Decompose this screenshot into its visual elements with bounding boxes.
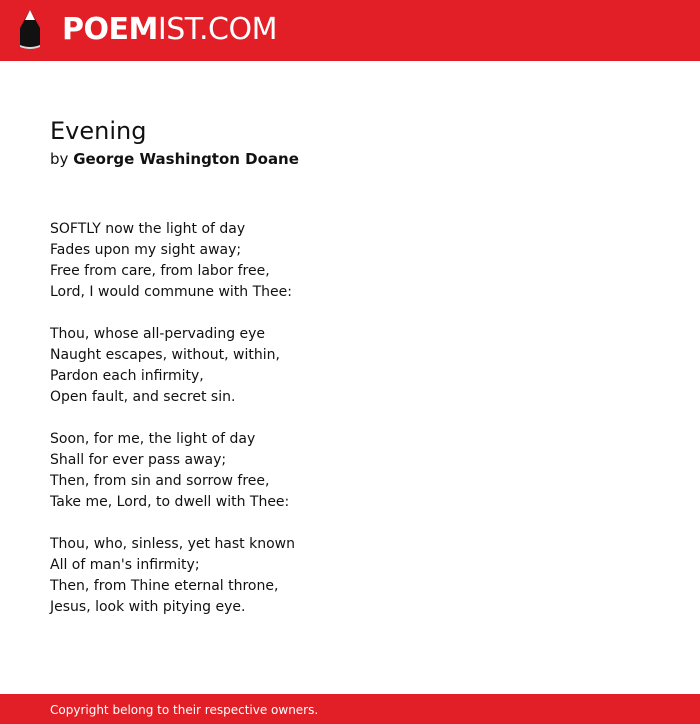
poem-line: Then, from Thine eternal throne, [50, 578, 279, 594]
site-logo[interactable] [62, 12, 277, 48]
poem-line: Shall for ever pass away; [50, 452, 227, 468]
brand-light: IST.COM [157, 12, 277, 47]
pencil-icon[interactable] [17, 9, 43, 51]
poem-line: Take me, Lord, to dwell with Thee: [50, 494, 290, 510]
poem-line: Lord, I would commune with Thee: [50, 284, 292, 300]
poem-line: Thou, whose all-pervading eye [50, 326, 266, 342]
poem-line: Open fault, and secret sin. [50, 389, 236, 405]
stanza [50, 429, 650, 513]
stanza [50, 219, 650, 303]
byline [50, 149, 299, 169]
poem-line: Soon, for me, the light of day [50, 431, 256, 447]
stanza [50, 324, 650, 408]
poem-line: Thou, who, sinless, yet hast known [50, 536, 295, 552]
stanza [50, 534, 650, 618]
poem-line: Fades upon my sight away; [50, 242, 242, 258]
author-name: George Washington Doane [73, 150, 299, 168]
poem-title: Evening [50, 117, 147, 145]
by-label: by [50, 150, 69, 168]
poem-line: Free from care, from labor free, [50, 263, 270, 279]
poem-line: Naught escapes, without, within, [50, 347, 280, 363]
poem-body [50, 219, 650, 639]
site-header [0, 0, 700, 61]
poem-line: SOFTLY now the light of day [50, 221, 246, 237]
poem-line: Pardon each infirmity, [50, 368, 204, 384]
site-footer [0, 694, 700, 724]
poem-line: All of man's infirmity; [50, 557, 200, 573]
poem-line: Jesus, look with pitying eye. [50, 599, 246, 615]
brand-bold: POEM [62, 12, 158, 47]
poem-line: Then, from sin and sorrow free, [50, 473, 270, 489]
copyright-notice: Copyright belong to their respective owners. [50, 703, 319, 717]
